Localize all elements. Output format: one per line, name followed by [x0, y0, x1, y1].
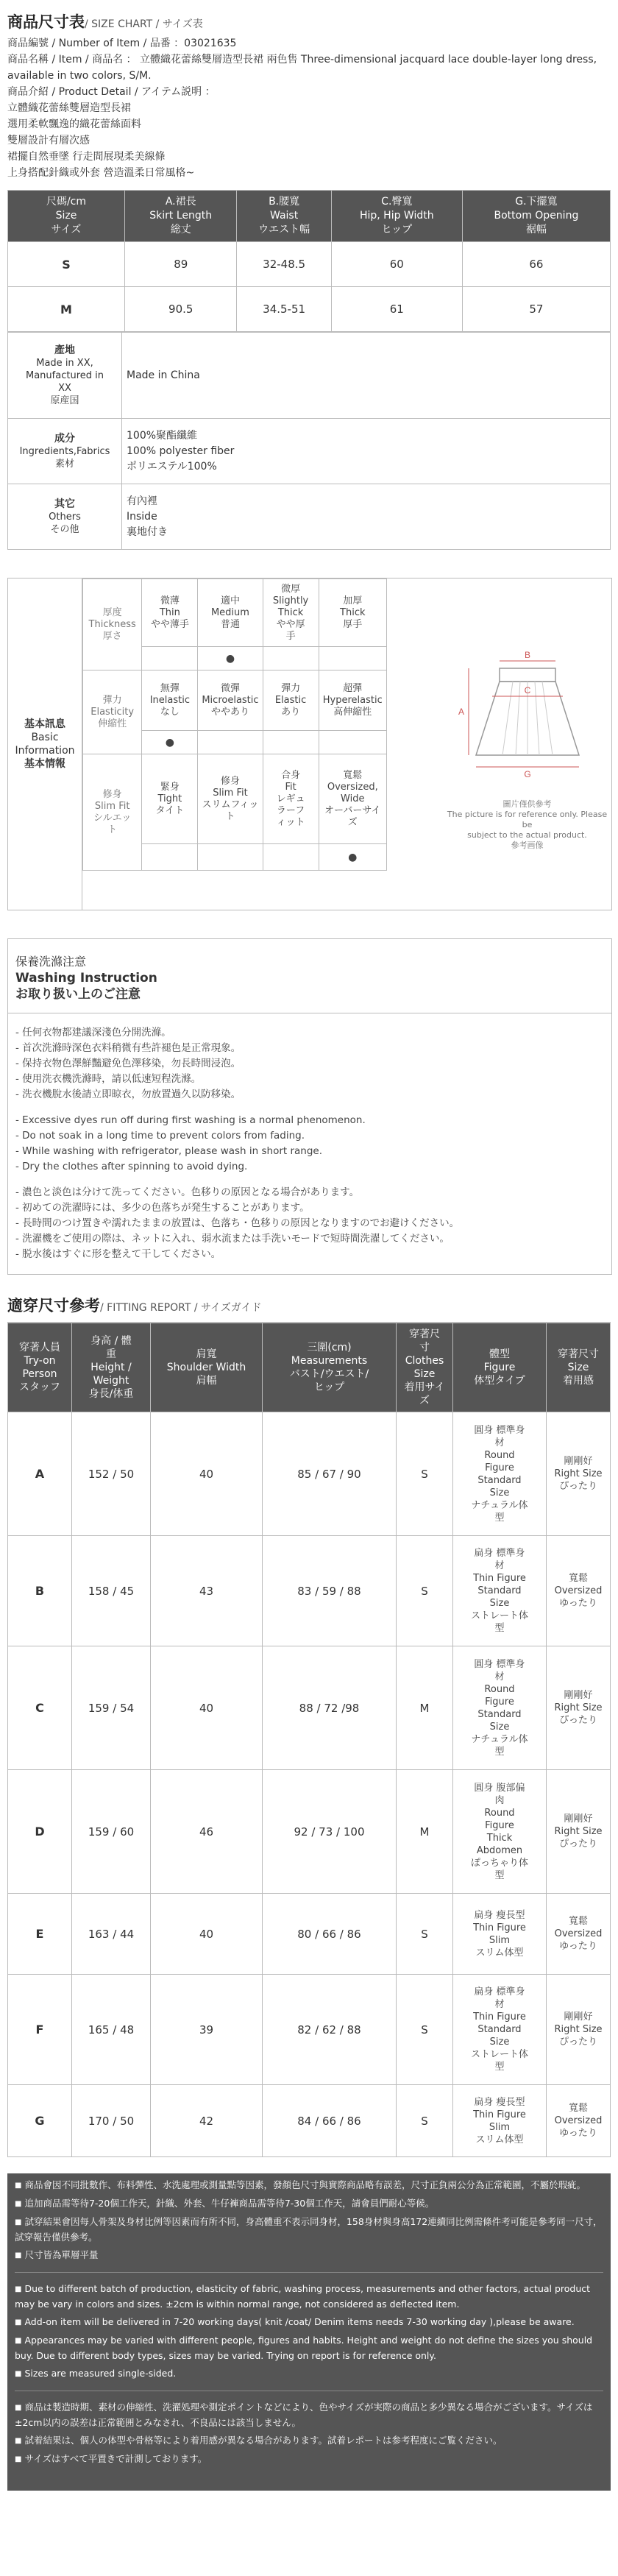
washing-line: - 保持衣物色澤鮮豔避免色澤移染，勿長時間浸泡。: [15, 1058, 241, 1069]
measurements: 92 / 73 / 100: [263, 1770, 397, 1894]
height-weight: 163 / 44: [72, 1894, 151, 1975]
detail-row-others: [8, 484, 611, 550]
washing-line: - 洗衣機脫水後請立即晾衣，勿放置過久以防移染。: [15, 1089, 241, 1100]
clothes-size: M: [397, 1646, 453, 1770]
fitting-row: [8, 1536, 611, 1646]
others-label: 其它 Others その他: [8, 484, 122, 550]
measurements-header: 三圍(cm) Measurements バスト/ウエスト/ ヒップ: [263, 1323, 397, 1412]
person-name: E: [8, 1894, 72, 1975]
size-table: [7, 190, 611, 332]
clothes-size: S: [397, 1894, 453, 1975]
note-line: ■ 商品は製造時期、素材の伸縮性、洗濯処理や測定ポイントなどにより、色やサイズが実際の商品と多少異なる場合がございます。サイズは±2cm以内の誤差は正常範囲とみなされ、不良品には該当しません。: [15, 2402, 593, 2428]
note-line: ■ サイズはすべて平置きで計測しております。: [15, 2453, 207, 2464]
size-cell: 61: [331, 287, 462, 332]
fit-result: 寬鬆 Oversized ゆったり: [547, 1536, 611, 1646]
clothes-size: S: [397, 1536, 453, 1646]
person-name: F: [8, 1975, 72, 2085]
basic-info-label: 基本訊息 Basic Information 基本情報: [8, 578, 82, 910]
measurements: 83 / 59 / 88: [263, 1536, 397, 1646]
note-line: ■ 追加商品需等待7-20個工作天，針織、外套、牛仔褲商品需等待7-30個工作天，請會員們耐心等候。: [15, 2198, 435, 2209]
detail-row-fabric: [8, 419, 611, 484]
person-name: D: [8, 1770, 72, 1894]
size-label: S: [8, 242, 125, 287]
person-header: 穿著人員 Try-on Person スタッフ: [8, 1323, 72, 1412]
shoulder: 43: [151, 1536, 263, 1646]
fit-result: 剛剛好 Right Size ぴったり: [547, 1412, 611, 1536]
fit-result: 剛剛好 Right Size ぴったり: [547, 1646, 611, 1770]
thickness-row: [83, 579, 443, 647]
size-chart-title-sub: / SIZE CHART / サイズ表: [85, 18, 203, 30]
hip-header: C.臀寬 Hip, Hip Width ヒップ: [331, 191, 462, 242]
fitting-table: [7, 1323, 611, 2157]
measurements: 80 / 66 / 86: [263, 1894, 397, 1975]
fit-result: 剛剛好 Right Size ぴったり: [547, 1975, 611, 2085]
notes-panel: [7, 2173, 611, 2491]
size-cell: 60: [331, 242, 462, 287]
g-label: G: [523, 769, 531, 779]
shoulder: 40: [151, 1646, 263, 1770]
fitting-row: [8, 1412, 611, 1536]
fitting-row: [8, 1975, 611, 2085]
thickness-label: 厚度 Thickness 厚さ: [83, 579, 142, 670]
shoulder: 40: [151, 1894, 263, 1975]
others-value: 有內裡 Inside 裏地付き: [122, 484, 611, 550]
fitting-row: [8, 1894, 611, 1975]
info-line: 商品名稱 / Item / 商品名 ： 立體織花蕾絲雙層造型長裙 兩色售 Three-dimensional jacquard lace double-layer long dress, available in two colors, S/M.: [7, 54, 597, 82]
height-weight-header: 身高 / 體 重 Height / Weight 身長/体重: [72, 1323, 151, 1412]
washing-line: - Dry the clothes after spinning to avoid dying.: [15, 1161, 248, 1172]
washing-instruction: [7, 938, 612, 1275]
fabric-label: 成分 Ingredients,Fabrics 素材: [8, 419, 122, 484]
fitting-row: [8, 1646, 611, 1770]
option-slightly-thick: 微厚 Slightly Thick やや厚 手: [263, 579, 319, 647]
bottom-opening-header: G.下擺寬 Bottom Opening 裾幅: [462, 191, 610, 242]
washing-line: - 任何衣物都建議深淺色分開洗滌。: [15, 1027, 171, 1038]
info-line: 裙擺自然垂墜 行走間展現柔美線條: [7, 151, 166, 163]
note-line: ■ 尺寸皆為單層平量: [15, 2249, 99, 2260]
skirt-diagram: [443, 578, 611, 910]
washing-line: - 脱水後はすぐに形を整えて干してください。: [15, 1248, 221, 1260]
option-medium: 適中 Medium 普通: [198, 579, 263, 647]
washing-line: - 首次洗滌時深色衣料稍微有些許褪色是正常現象。: [15, 1042, 241, 1054]
size-table-header: [8, 191, 611, 242]
person-name: G: [8, 2085, 72, 2157]
height-weight: 159 / 60: [72, 1770, 151, 1894]
washing-line: - 使用洗衣機洗滌時，請以低速短程洗滌。: [15, 1073, 202, 1085]
fit-result: 剛剛好 Right Size ぴったり: [547, 1770, 611, 1894]
height-weight: 170 / 50: [72, 2085, 151, 2157]
washing-line: - 長時間のつけ置きや濡れたままの放置は、色落ち・色移りの原因となりますのでお避けください。: [15, 1217, 460, 1229]
size-chart-title: [0, 0, 618, 35]
figure: 扁身 瘦長型 Thin Figure Slim スリム体型: [453, 2085, 547, 2157]
washing-body: [8, 1013, 611, 1274]
fit-result: 寬鬆 Oversized ゆったり: [547, 2085, 611, 2157]
washing-line: - Do not soak in a long time to prevent colors from fading.: [15, 1130, 305, 1142]
diagram-note: 圖片僅供參考 The picture is for reference only. Please be subject to the actual product. 參考画像: [447, 799, 608, 850]
height-weight: 165 / 48: [72, 1975, 151, 2085]
option-thick: 加厚 Thick 厚手: [319, 579, 386, 647]
info-line: 選用柔軟飄逸的織花蕾絲面料: [7, 118, 141, 130]
detail-row-origin: [8, 333, 611, 419]
shoulder: 46: [151, 1770, 263, 1894]
info-line: 雙層設計有層次感: [7, 135, 90, 146]
size-header: 尺碼/cm Size サイズ: [8, 191, 125, 242]
skirt-length-header: A.裙長 Skirt Length 総丈: [125, 191, 237, 242]
note-line: ■ 商品會因不同批數作、布料彈性、水洗處理或測量點等因素，發顏色尺寸與實際商品略有誤差，尺寸正負兩公分為正常範圍，不屬於瑕疵。: [15, 2179, 586, 2190]
size-cell: 66: [462, 242, 610, 287]
option-tight: 緊身 Tight タイト: [142, 754, 198, 844]
origin-label: 產地 Made in XX, Manufactured in XX 原産国: [8, 333, 122, 419]
info-line: 立體織花蕾絲雙層造型長裙: [7, 102, 131, 114]
note-line: ■ 試穿結果會因每人骨架及身材比例等因素而有所不同，身高體重不表示同身材，158身材與身高172連續同比例需條件考可能是參考同一尺寸，試穿報告僅供參考。: [15, 2216, 603, 2243]
size-chart-title-main: 商品尺寸表: [7, 13, 85, 31]
measurements: 82 / 62 / 88: [263, 1975, 397, 2085]
option-fit: 合身 Fit レギュ ラーフ ィット: [263, 754, 319, 844]
figure: 圓身 腹部偏 肉 Round Figure Thick Abdomen ぽっちゃり体 型: [453, 1770, 547, 1894]
a-label: A: [458, 707, 464, 717]
size-cell: 34.5-51: [237, 287, 331, 332]
origin-value: Made in China: [122, 333, 611, 419]
measurements: 88 / 72 /98: [263, 1646, 397, 1770]
height-weight: 159 / 54: [72, 1646, 151, 1770]
measurements: 85 / 67 / 90: [263, 1412, 397, 1536]
person-name: C: [8, 1646, 72, 1770]
clothes-size: S: [397, 1412, 453, 1536]
note-line: ■ Add-on item will be delivered in 7-20 working days( knit /coat/ Denim items needs 7-30 working day ),please be aware.: [15, 2316, 575, 2327]
washing-line: - 洗濯機をご使用の際は、ネットに入れ、弱水流または手洗いモードで短時間洗濯してください。: [15, 1233, 450, 1245]
figure: 扁身 標準身 材 Thin Figure Standard Size ストレート体 型: [453, 1975, 547, 2085]
product-info: [0, 35, 618, 181]
figure: 圓身 標準身 材 Round Figure Standard Size ナチュラル体 型: [453, 1646, 547, 1770]
figure: 圓身 標準身 材 Round Figure Standard Size ナチュラル体 型: [453, 1412, 547, 1536]
measurements: 84 / 66 / 86: [263, 2085, 397, 2157]
size-row: [8, 242, 611, 287]
info-line: 商品介紹 / Product Detail / アイテム説明 ：: [7, 86, 216, 98]
fit-result: 寬鬆 Oversized ゆったり: [547, 1894, 611, 1975]
detail-table: [7, 332, 611, 550]
elasticity-row: [83, 670, 443, 731]
selected-dot: ●: [319, 844, 386, 871]
c-label: C: [524, 685, 530, 696]
size-cell: 57: [462, 287, 610, 332]
person-name: B: [8, 1536, 72, 1646]
option-microelastic: 微彈 Microelastic ややあり: [198, 670, 263, 731]
height-weight: 152 / 50: [72, 1412, 151, 1536]
note-line: ■ 試着結果は、個人の体型や骨格等により着用感が異なる場合があります。試着レポートは参考程度にご覧ください。: [15, 2435, 502, 2446]
fitting-title: 適穿尺寸參考/ FITTING REPORT / サイズガイド: [7, 1275, 611, 1323]
shoulder: 39: [151, 1975, 263, 2085]
selected-dot: ●: [142, 731, 198, 754]
basic-info: [7, 578, 612, 910]
option-slim-fit: 修身 Slim Fit スリムフィッ ト: [198, 754, 263, 844]
washing-line: - While washing with refrigerator, please wash in short range.: [15, 1145, 323, 1157]
size-cell: 90.5: [125, 287, 237, 332]
note-line: ■ Appearances may be varied with different people, figures and habits. Height and weight do not define the sizes you should buy. Due to different body types, sizes may be varied. Trying on report is for reference only.: [15, 2335, 593, 2361]
note-line: ■ Due to different batch of production, elasticity of fabric, washing process, measurements and other factors, actual product may be vary in colors and sizes. ±2cm is within normal range, not considered as deflected item.: [15, 2283, 591, 2310]
size-cell: 32-48.5: [237, 242, 331, 287]
fit-size-header: 穿著尺寸 Size 着用感: [547, 1323, 611, 1412]
clothes-size: S: [397, 1975, 453, 2085]
fitting-row: [8, 1770, 611, 1894]
size-label: M: [8, 287, 125, 332]
washing-line: - 濃色と淡色は分けて洗ってください。色移りの原因となる場合があります。: [15, 1186, 360, 1198]
size-row: [8, 287, 611, 332]
fitting-row: [8, 2085, 611, 2157]
elasticity-label: 彈力 Elasticity 伸縮性: [83, 670, 142, 754]
washing-line: - Excessive dyes run off during first washing is a normal phenomenon.: [15, 1114, 366, 1126]
clothes-size: S: [397, 2085, 453, 2157]
option-elastic: 彈力 Elastic あり: [263, 670, 319, 731]
fit-row: [83, 754, 443, 844]
figure: 扁身 瘦長型 Thin Figure Slim スリム体型: [453, 1894, 547, 1975]
option-hyperelastic: 超彈 Hyperelastic 高伸縮性: [319, 670, 386, 731]
skirt-illustration: [454, 637, 601, 792]
washing-line: - 初めての洗濯時には、多少の色落ちが発生することがあります。: [15, 1202, 310, 1214]
fit-label: 修身 Slim Fit シルエッ ト: [83, 754, 142, 871]
info-line: 上身搭配針織或外套 營造溫柔日常風格~: [7, 167, 195, 179]
clothes-size: M: [397, 1770, 453, 1894]
person-name: A: [8, 1412, 72, 1536]
waist-header: B.腰寬 Waist ウエスト幅: [237, 191, 331, 242]
selected-dot: ●: [198, 647, 263, 670]
shoulder: 42: [151, 2085, 263, 2157]
shoulder-header: 肩寬 Shoulder Width 肩幅: [151, 1323, 263, 1412]
info-line: 商品編號 / Number of Item / 品番 ：03021635: [7, 38, 237, 49]
shoulder: 40: [151, 1412, 263, 1536]
washing-title: 保養洗滌注意 Washing Instruction お取り扱い上のご注意: [8, 939, 611, 1013]
option-inelastic: 無彈 Inelastic なし: [142, 670, 198, 731]
note-line: ■ Sizes are measured single-sided.: [15, 2368, 177, 2379]
figure-header: 體型 Figure 体型タイプ: [453, 1323, 547, 1412]
waistband-shape: [500, 668, 555, 682]
height-weight: 158 / 45: [72, 1536, 151, 1646]
option-thin: 微薄 Thin やや薄手: [142, 579, 198, 647]
basic-info-grid: [82, 578, 443, 910]
figure: 扁身 標準身 材 Thin Figure Standard Size ストレート体 型: [453, 1536, 547, 1646]
b-label: B: [524, 650, 530, 660]
option-oversized: 寬鬆 Oversized, Wide オーバーサイ ズ: [319, 754, 386, 844]
fabric-value: 100%聚酯纖維 100% polyester fiber ポリエステル100%: [122, 419, 611, 484]
fitting-header: [8, 1323, 611, 1412]
size-cell: 89: [125, 242, 237, 287]
clothes-size-header: 穿著尺 寸 Clothes Size 着用サイ ズ: [397, 1323, 453, 1412]
